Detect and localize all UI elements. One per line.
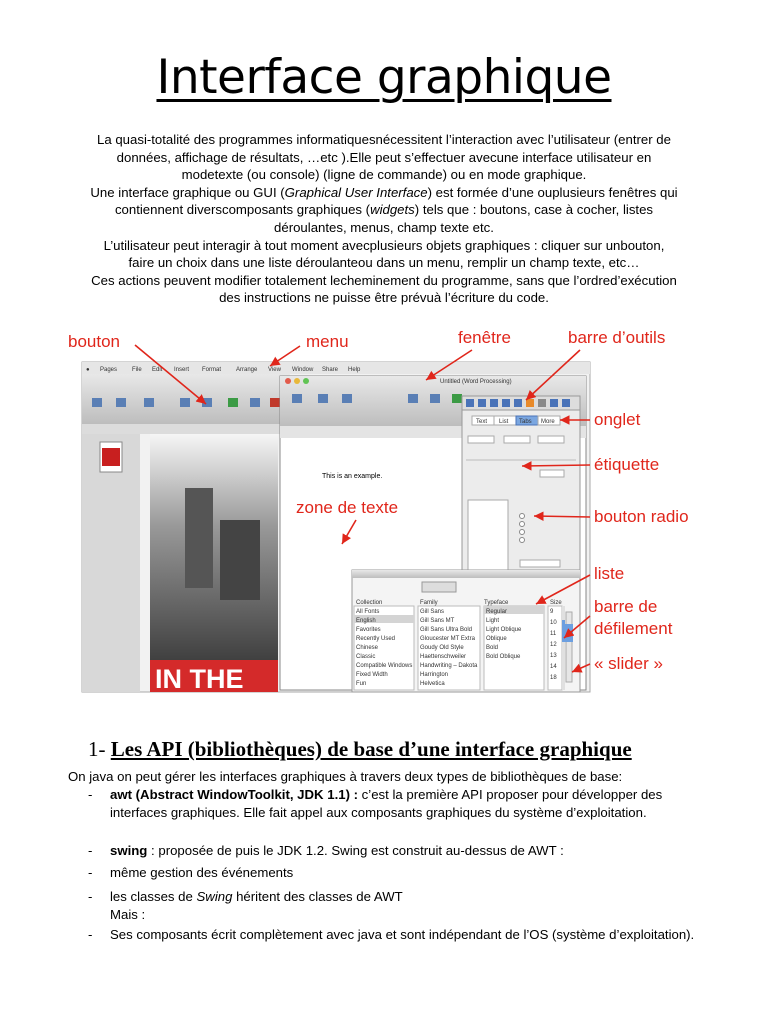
text: contiennent diverscomposants graphiques (: [114, 202, 371, 218]
bullet-dash: -: [88, 787, 93, 802]
family-item[interactable]: Gill Sans: [420, 609, 445, 615]
label-onglet: onglet: [594, 410, 641, 429]
list-item: [68, 864, 708, 882]
typeface-item[interactable]: Oblique: [486, 636, 507, 642]
menu-item: File: [132, 367, 142, 373]
label-liste: liste: [594, 564, 625, 583]
bullet-dash: -: [88, 865, 93, 880]
body-text: [68, 768, 708, 944]
intro-line: [40, 184, 728, 202]
label-slider: « slider »: [594, 654, 663, 673]
size-item[interactable]: 12: [550, 642, 557, 648]
emphasis: Graphical User Interface: [284, 184, 428, 200]
collection-item[interactable]: Recently Used: [356, 636, 396, 642]
collection-item[interactable]: Compatible Windows: [356, 663, 413, 669]
tab-list: List: [499, 419, 509, 425]
label-bouton: bouton: [68, 332, 120, 351]
label-barre-defilement-2: défilement: [594, 619, 673, 638]
family-item[interactable]: Gill Sans MT: [420, 618, 455, 624]
family-item[interactable]: Handwriting – Dakota: [420, 663, 478, 669]
bullet-dash: -: [88, 927, 93, 942]
label-menu: menu: [306, 332, 349, 351]
collection-item[interactable]: Fixed Width: [356, 672, 388, 678]
family-item[interactable]: Gloucester MT Extra: [420, 636, 475, 642]
inspector-tabs: [472, 416, 560, 425]
intro-line: déroulantes, menus, champ texte etc.: [274, 219, 494, 235]
collection-item[interactable]: Favorites: [356, 627, 381, 633]
poster-text: IN THE: [155, 664, 244, 694]
size-item[interactable]: 18: [550, 675, 557, 681]
menu-item: Window: [292, 367, 314, 373]
family-item[interactable]: Goudy Old Style: [420, 645, 464, 651]
size-item[interactable]: 11: [550, 631, 557, 637]
list-item: [68, 888, 708, 924]
typeface-item[interactable]: Regular: [486, 609, 508, 615]
section-title: Les API (bibliothèques) de base d’une interface graphique: [110, 737, 632, 761]
item-text: c’est la première API proposer pour développer des: [358, 787, 663, 802]
list-item: [68, 926, 708, 944]
collection-item[interactable]: Classic: [356, 654, 376, 660]
window-title: Untitled (Word Processing): [440, 379, 512, 385]
collection-item[interactable]: English: [356, 618, 376, 624]
tab-more: More: [541, 419, 555, 425]
intro-paragraph: [40, 131, 728, 307]
slider-track: [566, 612, 572, 682]
bullet-dash: -: [88, 843, 93, 858]
label-barre-outils: barre d’outils: [568, 328, 666, 347]
menu-item: Arrange: [236, 367, 258, 373]
bullet-dash: -: [88, 889, 93, 904]
menu-item: Edit: [152, 367, 163, 373]
intro-line: modetexte (ou console) (ligne de commande) ou en mode graphique.: [181, 167, 587, 183]
size-item[interactable]: 14: [550, 664, 557, 670]
collection-item[interactable]: Fun: [356, 681, 367, 687]
item-text: : proposée de puis le JDK 1.2. Swing est construit au-dessus de AWT :: [147, 843, 564, 858]
svg-text:Typeface: Typeface: [484, 600, 509, 606]
emphasis: Swing: [196, 889, 233, 904]
text: ) est formée d’une ouplusieurs fenêtres qui: [427, 184, 678, 200]
text: Une interface graphique ou GUI (: [90, 184, 285, 200]
label-etiquette: étiquette: [594, 455, 660, 474]
svg-text:Family: Family: [420, 600, 438, 606]
item-text: même gestion des événements: [110, 865, 294, 880]
item-bold: awt (Abstract WindowToolkit, JDK 1.1) :: [110, 787, 359, 802]
collection-item[interactable]: All Fonts: [356, 609, 380, 615]
apple-icon: ●: [86, 367, 90, 373]
menu-item: View: [268, 367, 281, 373]
gui-annotated-figure: [60, 320, 720, 700]
menu-item: Insert: [174, 367, 190, 373]
intro-line: [40, 201, 728, 219]
svg-text:Collection: Collection: [356, 600, 383, 606]
tab-stops-list: [468, 500, 508, 570]
menu-item: Share: [322, 367, 339, 373]
list-item: [68, 842, 708, 860]
item-text: héritent des classes de AWT: [232, 889, 403, 904]
section-heading: [88, 737, 632, 762]
intro-line: Ces actions peuvent modifier totalement lecheminement du programme, sans que l’ordred’exécution: [91, 272, 677, 288]
label-fenetre: fenêtre: [458, 328, 511, 347]
tab-tabs: Tabs: [519, 419, 532, 425]
size-item[interactable]: 10: [550, 620, 557, 626]
svg-text:Size: Size: [550, 600, 562, 606]
item-text: les classes de: [110, 889, 197, 904]
typeface-item[interactable]: Light: [486, 618, 500, 624]
size-item[interactable]: 13: [550, 653, 557, 659]
document-text: This is an example.: [322, 473, 383, 480]
family-item[interactable]: Gill Sans Ultra Bold: [420, 627, 473, 633]
typeface-item[interactable]: Light Oblique: [486, 627, 522, 633]
item-text: Ses composants écrit complètement avec java et sont indépendant de l’OS (système d’exploitation).: [110, 927, 695, 942]
family-item[interactable]: Helvetica: [420, 681, 445, 687]
size-item[interactable]: 9: [550, 609, 554, 615]
page-title: Interface graphique: [156, 50, 612, 105]
family-item[interactable]: Harrington: [420, 672, 449, 678]
intro-line: L’utilisateur peut interagir à tout moment avecplusieurs objets graphiques : cliquer sur unbouton,: [103, 237, 665, 253]
lead-paragraph: On java on peut gérer les interfaces graphiques à travers deux types de bibliothèques de base:: [68, 769, 623, 784]
pages-sidebar: [82, 434, 140, 692]
text: ) tels que : boutons, case à cocher, listes: [414, 202, 654, 218]
label-zone-texte: zone de texte: [296, 498, 399, 517]
tab-text: Text: [476, 419, 488, 425]
emphasis: widgets: [370, 202, 415, 218]
family-item[interactable]: Haettenschweiler: [420, 654, 467, 660]
item-bold: swing: [110, 843, 148, 858]
intro-line: La quasi-totalité des programmes informatiquesnécessitent l’interaction avec l’utilisateur (entrer de: [97, 132, 671, 147]
intro-line: faire un choix dans une liste déroulanteou dans un menu, remplir un champ texte, etc…: [128, 255, 640, 271]
menu-item: Format: [202, 367, 222, 373]
label-bouton-radio: bouton radio: [594, 507, 689, 526]
list-item: [68, 786, 708, 822]
intro-line: données, affichage de résultats, …etc ).Elle peut s’effectuer avecune interface utilisateur en: [116, 149, 652, 165]
typeface-item[interactable]: Bold: [486, 645, 499, 651]
intro-line: des instructions ne puisse être prévuà l’écriture du code.: [219, 290, 549, 306]
mais-label: Mais :: [110, 907, 146, 922]
label-barre-defilement: barre de: [594, 597, 658, 616]
typeface-item[interactable]: Bold Oblique: [486, 654, 521, 660]
section-number: 1-: [88, 737, 106, 761]
toolbar-icons: [92, 398, 280, 407]
scrollbar-thumb: [562, 620, 565, 642]
menu-item: Help: [348, 367, 361, 373]
item-text: interfaces graphiques. Elle fait appel aux composants graphiques du système d’exploitation.: [110, 805, 647, 820]
collection-item[interactable]: Chinese: [356, 645, 379, 651]
menu-item: Pages: [100, 367, 118, 373]
